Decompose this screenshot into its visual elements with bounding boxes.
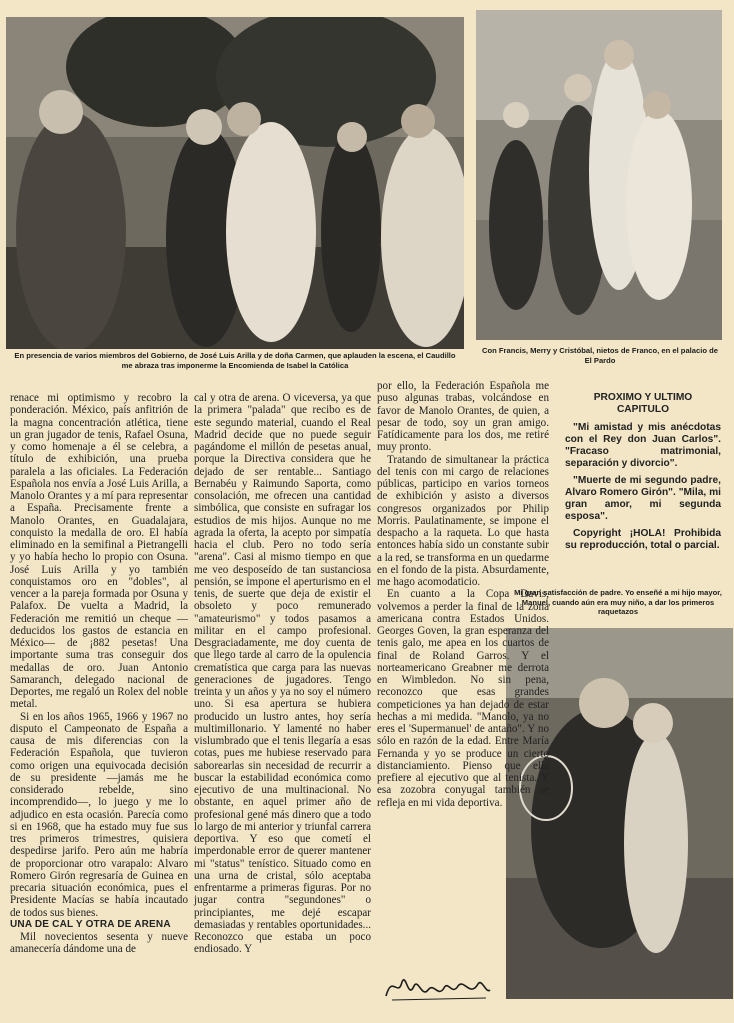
photo-grandchildren <box>476 10 722 340</box>
section-subhead: UNA DE CAL Y OTRA DE ARENA <box>10 918 171 930</box>
article-paragraph: Mil novecientos sesenta y nueve amanecería dándome una de <box>10 931 188 956</box>
next-chapter-title: PROXIMO Y ULTIMO CAPITULO <box>593 392 693 415</box>
article-column-2 <box>194 392 371 956</box>
copyright-note: Copyright ¡HOLA! Prohibida su reproducción, total o parcial. <box>565 528 721 551</box>
article-column-1 <box>10 392 188 956</box>
next-chapter-item: "Muerte de mi segundo padre, Alvaro Romero Girón". "Mila, mi gran amor, mi segunda esposa". <box>565 475 721 522</box>
photo-caption-grandchildren: Con Francis, Merry y Cristóbal, nietos de Franco, en el palacio de El Pardo <box>482 346 718 365</box>
author-signature <box>382 968 494 1008</box>
article-paragraph: renace mi optimismo y recobro la ponderación. México, país anfitrión de la magna concentración atlética, tiene un gran jugador de tenis, Rafael Osuna, y como homenaje a él se celebra, a título de exhibición, una prueba paralela a las oficiales. La Federación Española nos envía a José Luis Arilla, a Manolo Orantes y a mí para representar a España. Precisamente frente a Manolo Orantes, en Guadalajara, conquisto la medalla de oro. El había eliminado en la semifinal a Pietrangelli y yo había hecho lo propio con Osuna. José Luis Arilla y yo también conquistamos oro en "dobles", al vencer a la pareja formada por Osuna y Palafox. De vuelta a Madrid, la Federación me remitió un cheque —deducidos los gastos de estancia en México— de ¡882 pesetas! Una importante suma tras conseguir dos medallas de oro. Juan Antonio Samaranch, delegado nacional de Deportes, me regaló un Rolex del noble metal. <box>10 392 188 711</box>
article-paragraph: Si en los años 1965, 1966 y 1967 no disputo el Campeonato de España a causa de mis diferencias con la Federación Española, que tuvieron como origen una equivocada decisión de su presidente —jamás me he considerado rebelde, sino incomprendido—, lo juego y me lo adjudico en esta ocasión. Parecía como si en 1968, que ha estado muy fue sus tres primeros trimestres, quisiera despedirse jarifo. Pero aún me habría de proporcionar otro varapalo: Alvaro Romero Girón regresaría de Guinea en precaria situación económica, pues el Presidente Macías se había incautado de todos sus bienes. <box>10 710 188 919</box>
article-paragraph: En cuanto a la Copa Davis, volvemos a perder la final de la zona americana contra Estados Unidos. Georges Goven, la gran esperanza del tenis galo, me apea en los cuartos de final de Roland Garros. Y el norteamericano Greabner me derrota en Wimbledon. No sin pena, reconozco que esas grandes competiciones ya han dejado de estar hechas a mi medida. "Manolo, ya no eres el 'Supermanuel' de antaño". Y no sólo en razón de la edad. Entre María Fernanda y yo se produce un cierto distanciamiento. Pienso que ella prefiere al ejecutivo que al tenista. Y esa zozobra conyugal también se refleja en mi vida deportiva. <box>377 588 549 809</box>
photo-ceremony <box>6 17 464 349</box>
photo-caption-father-son: Mi gran satisfacción de padre. Yo enseñé a mi hijo mayor, Manuel, cuando aún era muy niño, a dar los primeros raquetazos <box>514 588 722 616</box>
article-column-3 <box>377 380 549 809</box>
article-paragraph: cal y otra de arena. O viceversa, ya que la primera "palada" que recibo es de este segundo material, cuando el Real Madrid decide que no puede seguir pagándome el millón de pesetas anual, porque la Directiva considera que he dejado de ser rentable... Santiago Bernabéu y Raimundo Saporta, como consolación, me ofrecen una cantidad simbólica, que consiste en sufragar los estudios de mis hijos. Aunque no me agrada la oferta, la acepto por simpatía hacia el club. Pero no todo sería "arena". Casi al mismo tiempo en que me veo desposeído de tan sustanciosa pensión, se impone el aperturismo en el tenis, de suerte que deja de existir el obsoleto y poco remunerado "amateurismo" y todos pasamos a militar en el campo profesional. Desgraciadamente, me doy cuenta de que llego tarde al carro de la opulencia crematística que carga para las nuevas generaciones de jugadores. Tengo treinta y un años y ya no soy el número uno. Si esa apertura se hubiera producido un lustro antes, hoy sería multimillonario. Y lamenté no haber vislumbrado que el tenis llegaría a esas cotas, pues me hubiese reservado para saborearlas sin necesidad de recurrir a buscar la estabilidad económica como ejecutivo de una multinacional. No obstante, en aquel primer año de profesional gené más dinero que a todo lo largo de mi anterior y triunfal carrera deportiva. Y eso que cometí el imperdonable error de querer mantener mi "status" tenístico. Situado como en una urna de cristal, sólo aceptaba enfrentarme a primeras figuras. Por no jugar contra "segundones" o principiantes, me dejé escapar demasiadas y rentables oportunidades... Reconozco que estaba un poco endiosado. Y <box>194 392 371 956</box>
next-chapter-box <box>565 392 721 557</box>
photo-caption-ceremony: En presencia de varios miembros del Gobierno, de José Luis Arilla y de doña Carmen, que aplauden la escena, el Caudillo me abraza tras imponerme la Encomienda de Isabel la Católica <box>14 351 456 370</box>
article-paragraph: Tratando de simultanear la práctica del tenis con mi cargo de relaciones públicas, participo en varios torneos de exhibición y asisto a diversos congresos organizados por Philip Morris. Paulatinamente, se impone el despacho a la raqueta. Lo que hasta entonces había sido un constante subir a la red, se transforma en un quedarme en el fondo de la pista. Absurdamente, me hago acomodaticio. <box>377 453 549 588</box>
article-paragraph: por ello, la Federación Española me puso algunas trabas, volcándose en favor de Manolo Orantes, de quien, a pesar de todo, soy un gran amigo. Fatídicamente para los dos, me retiré muy pronto. <box>377 380 549 454</box>
next-chapter-item: "Mi amistad y mis anécdotas con el Rey don Juan Carlos". "Fracaso matrimonial, separación y divorcio". <box>565 422 721 469</box>
